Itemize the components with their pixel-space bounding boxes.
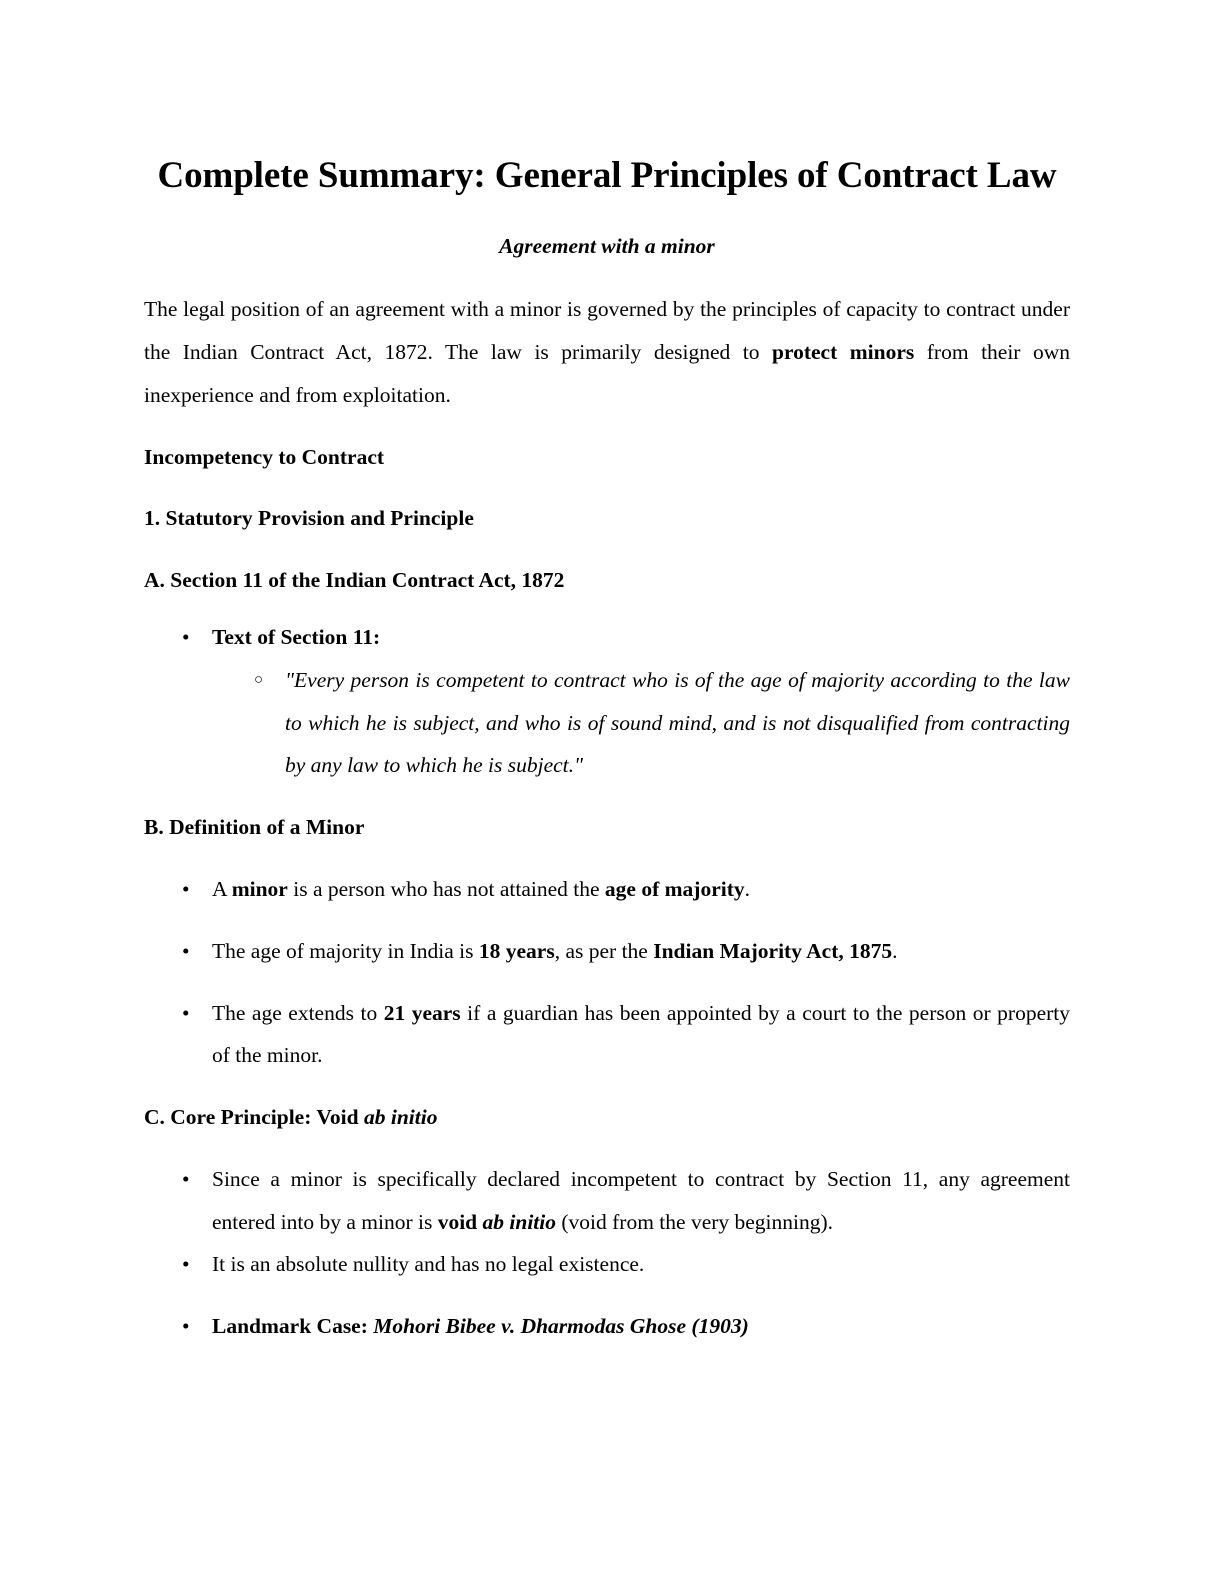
heading-incompetency-to-contract: Incompetency to Contract [144, 444, 385, 469]
minor-definition-bold-2: age of majority [604, 876, 745, 901]
age-majority-bold-1: 18 years [478, 938, 555, 963]
age-majority-part-3: . [892, 938, 898, 963]
page-title: Complete Summary: General Principles of Contract Law [157, 155, 1057, 196]
heading-statutory-provision: 1. Statutory Provision and Principle [144, 506, 474, 531]
intro-text-part-2: from their own inexperience and from exploitation. [144, 339, 1071, 407]
document-subtitle: Agreement with a minor [499, 234, 715, 259]
minor-definition-bold-1: minor [231, 876, 288, 901]
section-c-italic-ab-initio: ab initio [363, 1105, 438, 1130]
intro-paragraph [144, 288, 1070, 416]
age-majority-part-2: , as per the [554, 938, 654, 963]
table-row [144, 992, 1070, 1078]
intro-bold-protect-minors: protect minors [771, 339, 915, 364]
minor-definition-part-3: . [744, 876, 750, 901]
void-ab-initio-part-1: Since a minor is specifically declared incompetent to contract by Section 11, any agreement entered into by a minor is [212, 1166, 1070, 1234]
list-item [144, 616, 1070, 787]
heading-section-b: B. Definition of a Minor [144, 815, 365, 840]
minor-definition-part-1: A [212, 876, 232, 901]
void-ab-initio-part-2: (void from the very beginning). [556, 1209, 834, 1234]
section-a-item-label: Text of Section 11: [212, 624, 381, 649]
section-11-quote-list [212, 659, 1070, 787]
guardian-age-part-1: The age extends to [212, 1000, 384, 1025]
list-item: • It is an absolute nullity and has no legal existence. [144, 1243, 1070, 1286]
list-item [144, 1305, 1070, 1348]
minor-definition-part-2: is a person who has not attained the [287, 876, 605, 901]
section-a-bullet-list [144, 616, 1070, 787]
age-majority-part-1: The age of majority in India is [212, 938, 479, 963]
guardian-age-bold-1: 21 years [383, 1000, 461, 1025]
table-row [144, 868, 1070, 911]
age-majority-bold-2: Indian Majority Act, 1875 [653, 938, 893, 963]
table-row [144, 930, 1070, 973]
ab-initio-bold-italic: ab initio [482, 1209, 556, 1234]
void-bold: void [437, 1209, 483, 1234]
section-c-bullet-list [144, 1158, 1070, 1348]
heading-section-c [144, 1096, 1070, 1139]
landmark-case-label: Landmark Case: [212, 1314, 374, 1339]
list-item: ○ "Every person is competent to contract who is of the age of majority according to the law to which he is subject, and who is of sound mind, and is not disqualified from contracting by any law to which he is subject." [212, 659, 1070, 787]
landmark-case-name: Mohori Bibee v. Dharmodas Ghose (1903) [373, 1314, 749, 1339]
heading-section-a: A. Section 11 of the Indian Contract Act, 1872 [144, 568, 565, 593]
guardian-age-part-2: if a guardian has been appointed by a court to the person or property of the minor. [212, 1000, 1070, 1068]
list-item [144, 1158, 1070, 1244]
document-content [144, 150, 1070, 1348]
section-c-prefix: C. Core Principle: Void [144, 1105, 364, 1130]
section-b-bullet-list [144, 868, 1070, 1077]
intro-text-part-1: The legal position of an agreement with a minor is governed by the principles of capacity to contract under the Indian Contract Act, 1872. The law is primarily designed to [144, 297, 1070, 364]
